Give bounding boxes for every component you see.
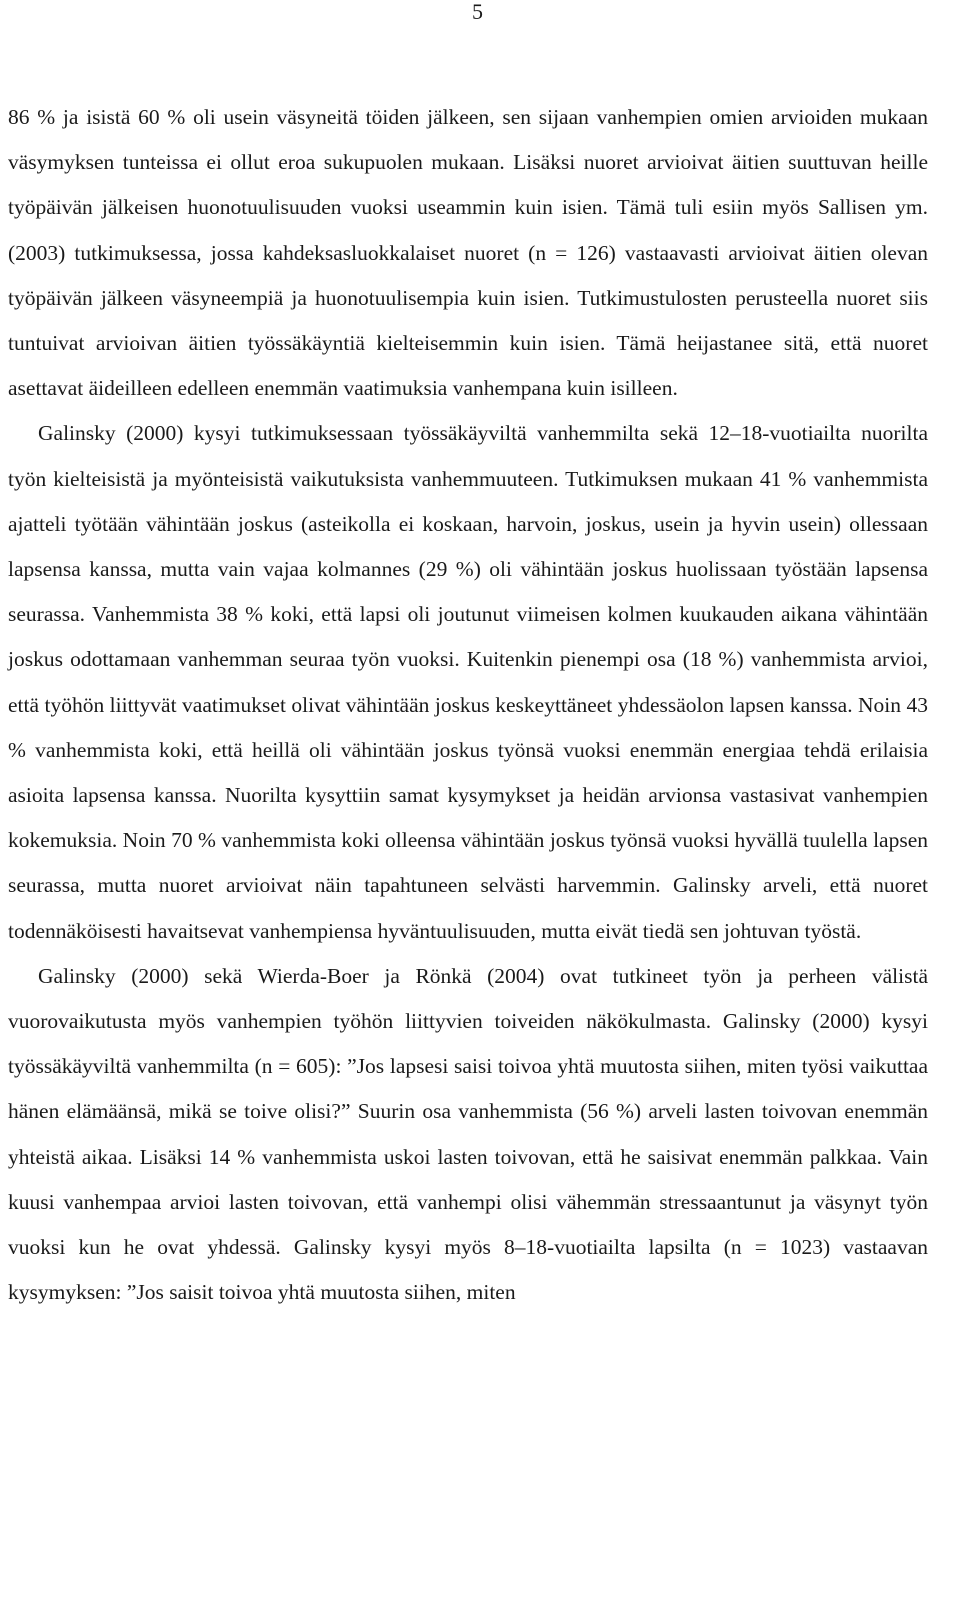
paragraph: 86 % ja isistä 60 % oli usein väsyneitä töiden jälkeen, sen sijaan vanhempien omien arvioiden mukaan väsymyksen tunteissa ei ollut eroa sukupuolen mukaan. Lisäksi nuoret arvioivat äitien suuttuvan heille työpäivän jälkeisen huonotuulisuuden vuoksi useammin kuin isien. Tämä tuli esiin myös Sallisen ym. (2003) tutkimuksessa, jossa kahdeksasluokkalaiset nuoret (n = 126) vastaavasti arvioivat äitien olevan työpäivän jälkeen väsyneempiä ja huonotuulisempia kuin isien. Tutkimustulosten perusteella nuoret siis tuntuivat arvioivan äitien työssäkäyntiä kielteisemmin kuin isien. Tämä heijastanee sitä, että nuoret asettavat äideilleen edelleen enemmän vaatimuksia vanhempana kuin isilleen. xyxy=(8,105,928,401)
paragraph: Galinsky (2000) kysyi tutkimuksessaan työssäkäyviltä vanhemmilta sekä 12–18-vuotiailta nuorilta työn kielteisistä ja myönteisistä vaikutuksista vanhemmuuteen. Tutkimuksen mukaan 41 % vanhemmista ajatteli työtään vähintään joskus (asteikolla ei koskaan, harvoin, joskus, usein ja hyvin usein) ollessaan lapsensa kanssa, mutta vain vajaa kolmannes (29 %) oli vähintään joskus huolissaan työstään lapsensa seurassa. Vanhemmista 38 % koki, että lapsi oli joutunut viimeisen kolmen kuukauden aikana vähintään joskus odottamaan vanhemman seuraa työn vuoksi. Kuitenkin pienempi osa (18 %) vanhemmista arvioi, että työhön liittyvät vaatimukset olivat vähintään joskus keskeyttäneet yhdessäolon lapsen kanssa. Noin 43 % vanhemmista koki, että heillä oli vähintään joskus työnsä vuoksi enemmän energiaa tehdä erilaisia asioita lapsensa kanssa. Nuorilta kysyttiin samat kysymykset ja heidän arvionsa vastasivat vanhempien kokemuksia. Noin 70 % vanhemmista koki olleensa vähintään joskus työnsä vuoksi hyvällä tuulella lapsen seurassa, mutta nuoret arvioivat näin tapahtuneen selvästi harvemmin. Galinsky arveli, että nuoret todennäköisesti havaitsevat vanhempiensa hyväntuulisuuden, mutta eivät tiedä sen johtuvan työstä. xyxy=(8,421,928,943)
body-text xyxy=(8,95,928,1315)
paragraph: Galinsky (2000) sekä Wierda-Boer ja Rönkä (2004) ovat tutkineet työn ja perheen välistä vuorovaikutusta myös vanhempien työhön liittyvien toiveiden näkökulmasta. Galinsky (2000) kysyi työssäkäyviltä vanhemmilta (n = 605): ”Jos lapsesi saisi toivoa yhtä muutosta siihen, miten työsi vaikuttaa hänen elämäänsä, mikä se toive olisi?” Suurin osa vanhemmista (56 %) arveli lasten toivovan enemmän yhteistä aikaa. Lisäksi 14 % vanhemmista uskoi lasten toivovan, että he saisivat enemmän palkkaa. Vain kuusi vanhempaa arvioi lasten toivovan, että vanhempi olisi vähemmän stressaantunut ja väsynyt työn vuoksi kun he ovat yhdessä. Galinsky kysyi myös 8–18-vuotiailta lapsilta (n = 1023) vastaavan kysymyksen: ”Jos saisit toivoa yhtä muutosta siihen, miten xyxy=(8,963,928,1305)
page-number: 5 xyxy=(472,0,483,24)
